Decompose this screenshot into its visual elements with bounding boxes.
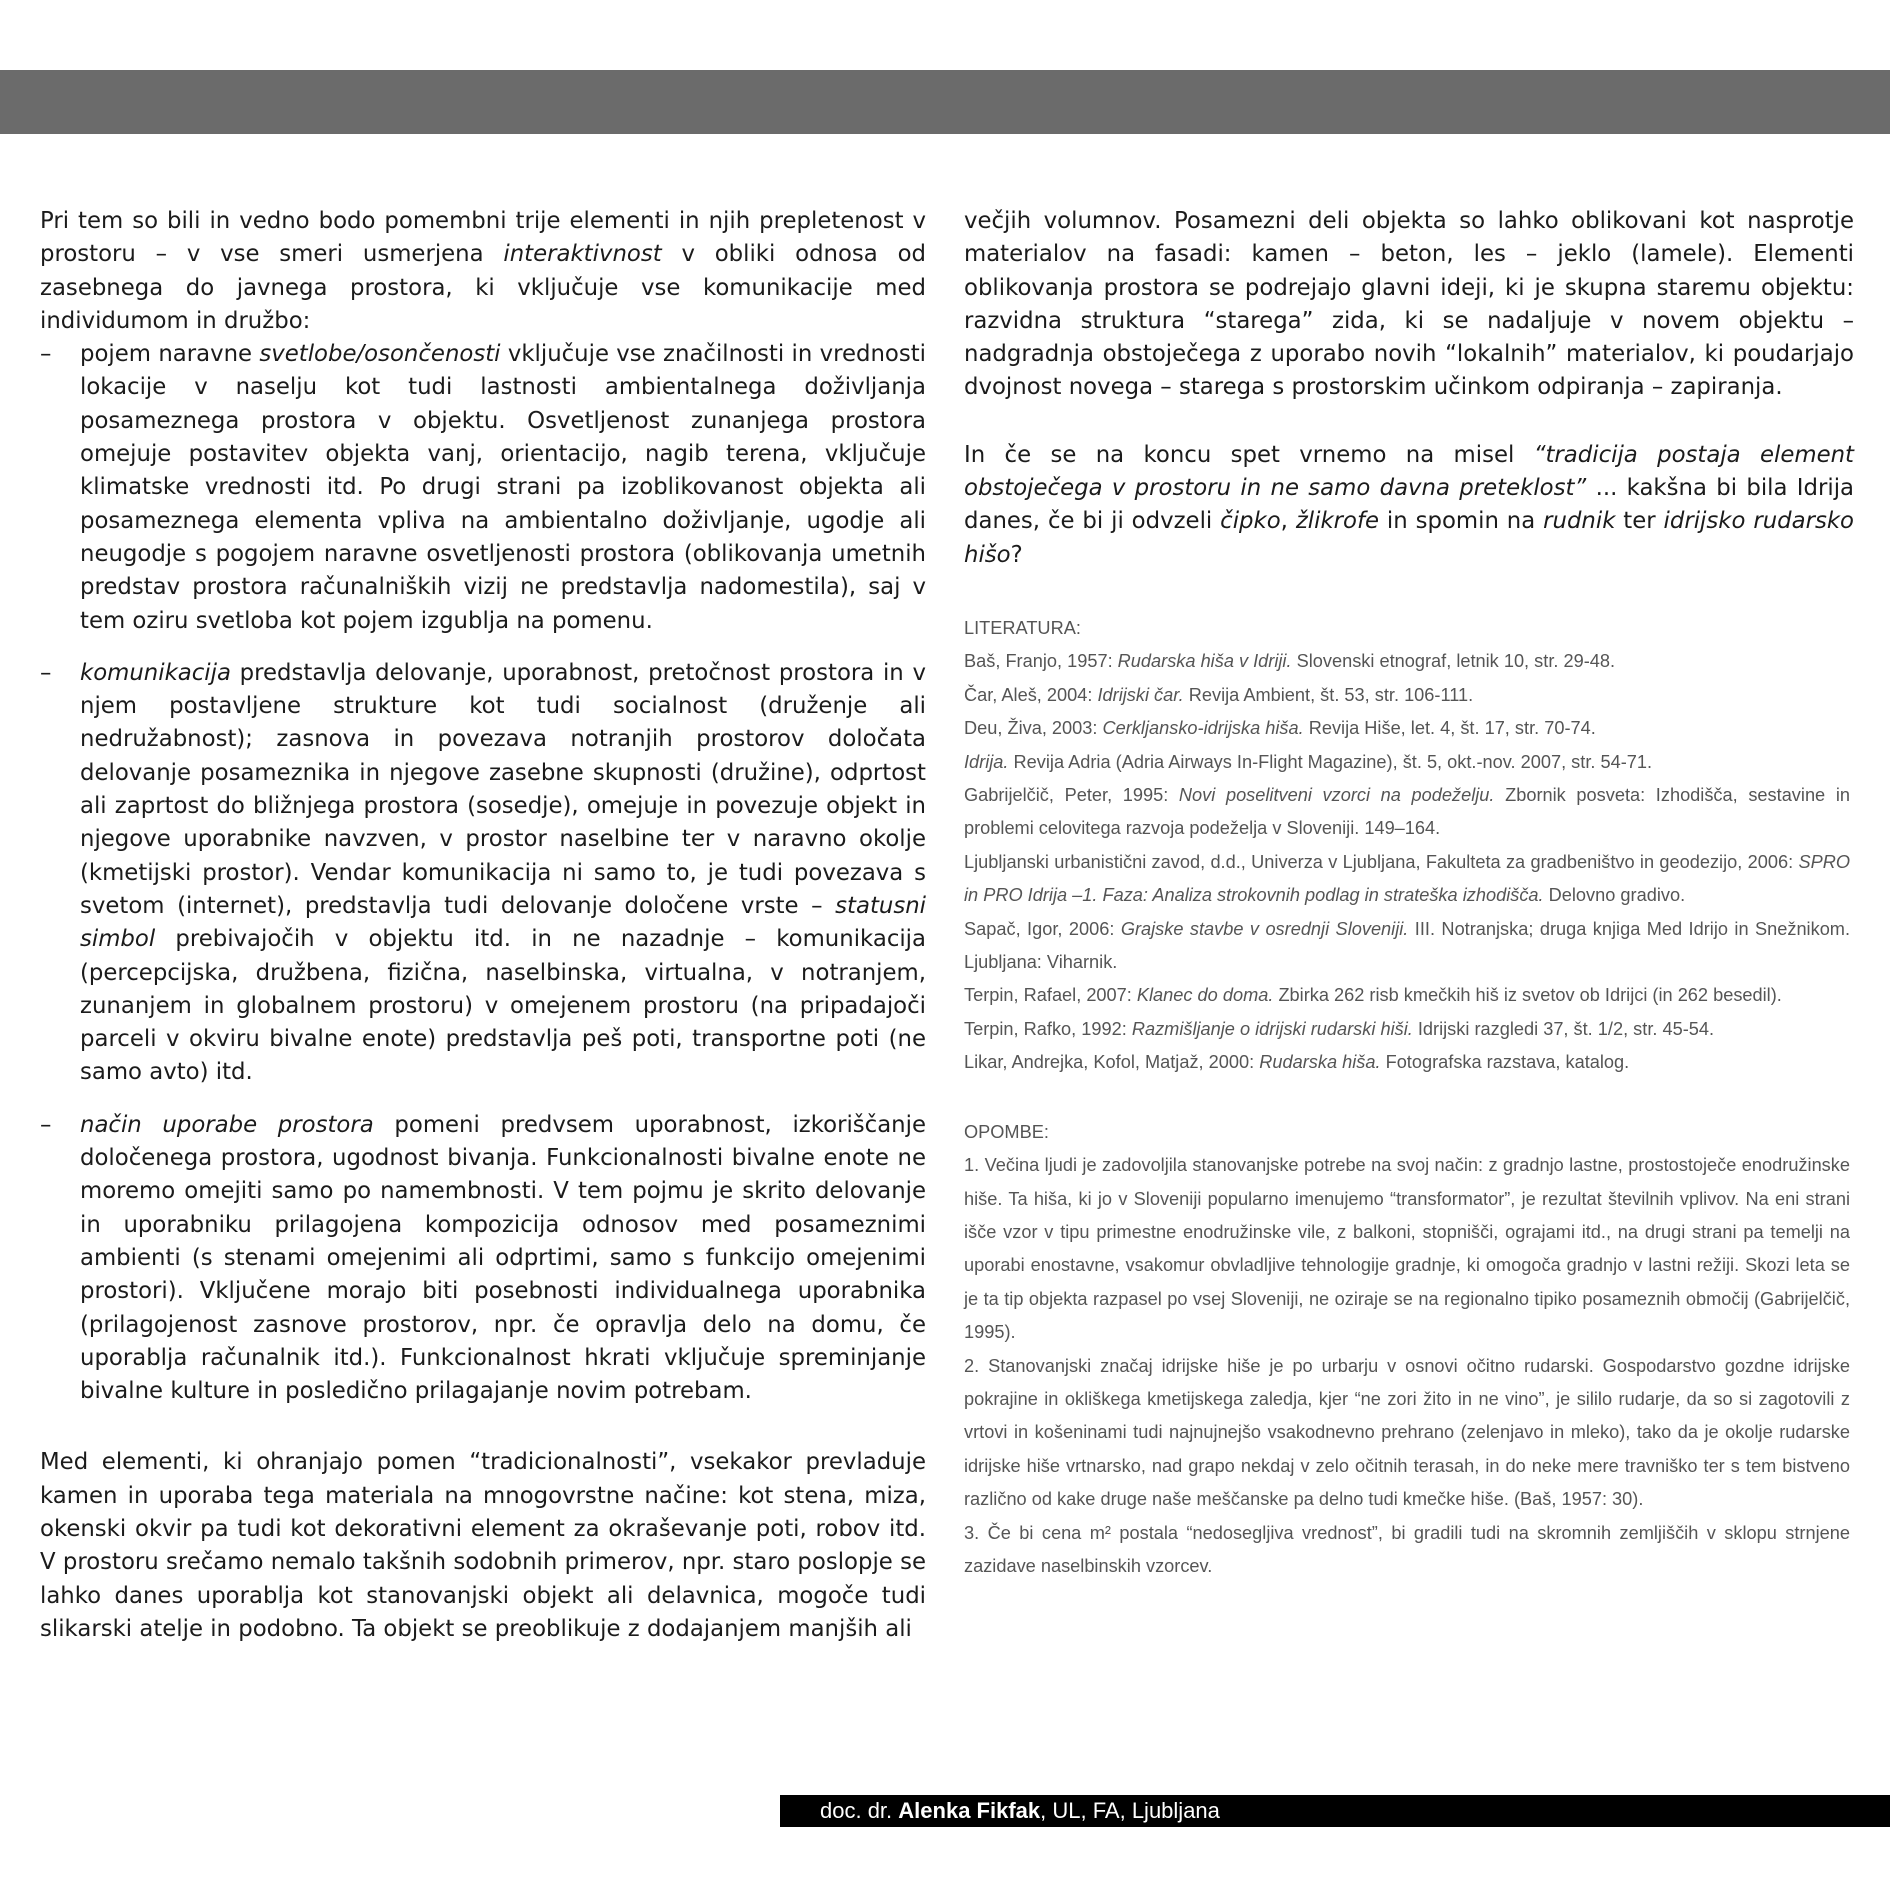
bullet-text: komunikacija predstavlja delovanje, uporabnost, pretočnost prostora in v njem postavljene strukture kot tudi socialnost (druženje ali nedružabnost); zasnova in povezava notranjih prostorov določata delovanje posameznika in njegove zasebne skupnosti (družine), odprtost ali zaprtost do bližnjega prostora (sosedje), omejuje in povezuje objekt in njegove uporabnike navzven, v prostor naselbine ter v naravno okolje (kmetijski prostor). Vendar komunikacija ni samo to, je tudi povezava s svetom (internet), predstavlja tudi delovanje določene vrste – statusni simbol prebivajočih v objektu itd. in ne nazadnje – komunikacija (percepcijska, družbena, fizična, naselbinska, virtualna, v notranjem, zunanjem in globalnem prostoru) v omejenem prostoru (na pripadajoči parceli v okviru bivalne enote) predstavlja peš poti, transportne poti (ne samo avto) itd. <box>80 659 926 1086</box>
bullet-dash: – <box>40 341 52 368</box>
reference-item: Terpin, Rafko, 1992: Razmišljanje o idrijski rudarski hiši. Idrijski razgledi 37, št. 1/2, str. 45-54. <box>964 1018 1715 1039</box>
reference-item: Terpin, Rafael, 2007: Klanec do doma. Zbirka 262 risb kmečkih hiš iz svetov ob Idrijci (in 262 besedil). <box>964 985 1782 1006</box>
opombe-heading: OPOMBE: <box>964 1121 1049 1142</box>
reference-item: Sapač, Igor, 2006: Grajske stavbe v osrednji Sloveniji. III. Notranjska; druga knjiga Med Idrijo in Snežnikom. Ljubljana: Viharnik. <box>964 918 1851 973</box>
literatura-list <box>964 645 1850 1079</box>
bullet-item-komunikacija <box>40 657 926 1090</box>
footnote-item: 2. Stanovanjski značaj idrijske hiše je po urbarju v osnovi očitno rudarski. Gospodarstvo gozdne idrijske pokrajine in okliškega kmetijskega zaledja, kjer “ne zori žito in ne vino”, je sililo rudarje, da so si zagotovili z vrtovi in košeninami tudi najnujnejšo vsakodnevno prehrano (zelenjavo in mleko), tako da je okolje rudarske idrijske hiše vrtnarsko, nad grapo nekdaj v zelo očitnih terasah, in do neke mere travniško ter s tem bistveno različno od kake druge naše meščanske pa delno tudi kmečke hiše. (Baš, 1957: 30). <box>964 1355 1850 1510</box>
right-column-body <box>964 205 1854 572</box>
author-affiliation: , UL, FA, Ljubljana <box>1040 1798 1220 1823</box>
right-paragraph-2: In če se na koncu spet vrnemo na misel “tradicija postaja element obstoječega v prostoru in ne samo davna preteklost” ... kakšna bi bila Idrija danes, če bi ji odvzeli čipko, žlikrofe in spomin na rudnik ter idrijsko rudarsko hišo? <box>964 441 1855 568</box>
closing-paragraph: Med elementi, ki ohranjajo pomen “tradicionalnosti”, vsekakor prevladuje kamen in uporaba tega materiala na mnogovrstne načine: kot stena, miza, okenski okvir pa tudi kot dekorativni element za okraševanje poti, robov itd. V prostoru srečamo nemalo takšnih sodobnih primerov, npr. staro poslopje se lahko danes uporablja kot stanovanjski objekt ali delavnica, mogoče tudi slikarski atelje in podobno. Ta objekt se preoblikuje z dodajanjem manjših ali <box>40 1449 926 1642</box>
reference-item: Deu, Živa, 2003: Cerkljansko-idrijska hiša. Revija Hiše, let. 4, št. 17, str. 70-74. <box>964 718 1596 739</box>
literatura-heading: LITERATURA: <box>964 618 1081 638</box>
bullet-text: način uporabe prostora pomeni predvsem uporabnost, izkoriščanje določenega prostora, ugodnost bivanja. Funkcionalnosti bivalne enote ne moremo omejiti samo po namembnosti. V tem pojmu je skrito delovanje in uporabniku prilagojena kompozicija odnosov med posameznimi ambienti (s stenami omejenimi ali odprtimi, samo s funkcijo omejenimi prostori). Vključene morajo biti posebnosti individualnega uporabnika (prilagojenost zasnove prostorov, npr. če opravlja delo na domu, če uporablja računalnik itd.). Funkcionalnost hkrati vključuje spreminjanje bivalne kulture in posledično prilagajanje novim potrebam. <box>80 1111 926 1405</box>
bullet-dash: – <box>40 659 52 686</box>
references-column <box>964 612 1850 1583</box>
author-credit <box>820 1795 1220 1827</box>
right-paragraph-1: večjih volumnov. Posamezni deli objekta so lahko oblikovani kot nasprotje materialov na fasadi: kamen – beton, les – jeklo (lamele). Elementi oblikovanja prostora se podrejajo glavni ideji, ki je skupna staremu objektu: razvidna struktura “starega” zida, ki se nadaljuje v novem objektu – nadgradnja obstoječega z uporabo novih “lokalnih” materialov, ki poudarjajo dvojnost novega – starega s prostorskim učinkom odpiranja – zapiranja. <box>964 208 1854 401</box>
bullet-dash: – <box>40 1111 52 1138</box>
bullet-item-nacin-uporabe <box>40 1109 926 1409</box>
bullet-text: pojem naravne svetlobe/osončenosti vključuje vse značilnosti in vrednosti lokacije v naselju kot tudi lastnosti ambientalnega doživljanja posameznega prostora v objektu. Osvetljenost zunanjega prostora omejuje postavitev objekta vanj, orientacijo, nagib terena, vključuje klimatske vrednosti itd. Po drugi strani pa izoblikovanost objekta ali posameznega elementa vpliva na ambientalno doživljanje, ugodje ali neugodje s pogojem naravne osvetljenosti prostora (oblikovanja umetnih predstav prostora računalniških vizij ne predstavlja nadomestila), saj v tem oziru svetloba kot pojem izgublja na pomenu. <box>80 341 927 634</box>
opombe-list <box>964 1149 1850 1583</box>
reference-item: Gabrijelčič, Peter, 1995: Novi poselitveni vzorci na podeželju. Zbornik posveta: Izhodišča, sestavine in problemi celovitega razvoja podeželja v Sloveniji. 149–164. <box>964 785 1850 839</box>
reference-item: Baš, Franjo, 1957: Rudarska hiša v Idriji. Slovenski etnograf, letnik 10, str. 29-48. <box>964 651 1616 672</box>
reference-item: Ljubljanski urbanistični zavod, d.d., Univerza v Ljubljana, Fakulteta za gradbeništvo in geodezijo, 2006: SPRO in PRO Idrija –1. Faza: Analiza strokovnih podlag in strateška izhodišča. Delovno gradivo. <box>964 851 1850 906</box>
reference-item: Idrija. Revija Adria (Adria Airways In-Flight Magazine), št. 5, okt.-nov. 2007, str. 54-71. <box>964 751 1653 772</box>
bullet-list <box>40 338 926 1408</box>
footnote-item: 3. Če bi cena m² postala “nedosegljiva vrednost”, bi gradili tudi na skromnih zemljiščih v sklopu strnjene zazidave naselbinskih vzorcev. <box>964 1522 1850 1576</box>
footnote-item: 1. Večina ljudi je zadovoljila stanovanjske potrebe na svoj način: z gradnjo lastne, prostostoječe enodružinske hiše. Ta hiša, ki jo v Sloveniji popularno imenujemo “transformator”, je rezultat številnih vplivov. Na eni strani išče vzor v tipu primestne enodružinske vile, z balkoni, stopnišči, ograjami itd., na drugi strani pa temelji na uporabi enostavne, vsakomur obvladljive tehnologije gradnje, ki omogoča gradnjo v lastni režiji. Skozi leta se je ta tip objekta razpasel po vsej Sloveniji, ne oziraje se na regionalno tipiko posameznih območij (Gabrijelčič, 1995). <box>964 1155 1850 1343</box>
left-column <box>40 205 926 1646</box>
reference-item: Likar, Andrejka, Kofol, Matjaž, 2000: Rudarska hiša. Fotografska razstava, katalog. <box>964 1052 1630 1073</box>
reference-item: Čar, Aleš, 2004: Idrijski čar. Revija Ambient, št. 53, str. 106-111. <box>964 684 1474 705</box>
bullet-item-svetloba <box>40 338 926 638</box>
header-band <box>0 70 1890 134</box>
author-name: Alenka Fikfak <box>898 1798 1041 1823</box>
author-footer <box>780 1795 1890 1827</box>
intro-paragraph: Pri tem so bili in vedno bodo pomembni trije elementi in njih prepletenost v prostoru – v vse smeri usmerjena interaktivnost v obliki odnosa od zasebnega do javnega prostora, ki vključuje vse komunikacije med individumom in družbo: <box>40 208 926 334</box>
author-prefix: doc. dr. <box>820 1798 899 1823</box>
